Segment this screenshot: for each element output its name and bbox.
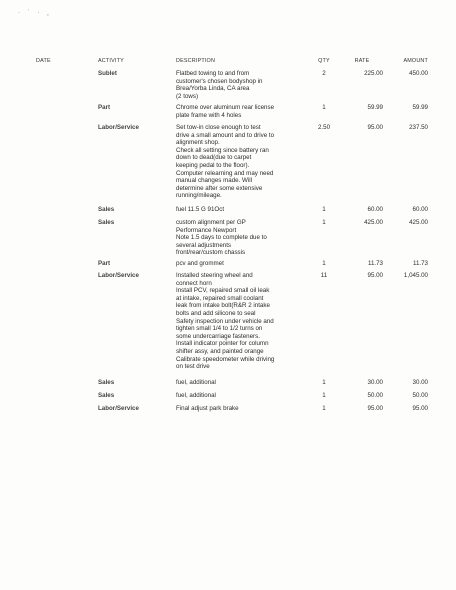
header-qty: QTY: [318, 58, 330, 64]
row-activity: Labor/Service: [98, 272, 139, 279]
row-amount: 425.00: [409, 219, 428, 226]
description-line: drive a small amount and to drive to: [176, 131, 275, 139]
row-qty: 1: [322, 219, 326, 226]
description-line: determine after some extensive: [176, 184, 263, 192]
row-rate: 425.00: [364, 219, 383, 226]
description-line: bolts and add silicone to seal: [176, 309, 256, 317]
row-activity: Part: [98, 260, 111, 267]
description-line: leak from intake bolt(R&R 2 intake: [176, 302, 270, 310]
row-description: [176, 70, 316, 100]
row-activity: Sublet: [98, 70, 117, 77]
description-line: Check all setting since battery ran: [176, 146, 269, 154]
row-qty: 1: [322, 405, 326, 412]
description-line: Brea/Yorba Linda, CA area: [176, 85, 250, 93]
description-line: Install indicator pointer for column: [176, 340, 269, 348]
header-amount: AMOUNT: [403, 58, 428, 64]
row-rate: 60.00: [367, 206, 383, 213]
description-line: Computer relearning and may need: [176, 169, 274, 177]
description-line: customer's chosen bodyshop in: [176, 77, 263, 85]
description-line: fuel, additional: [176, 392, 216, 399]
description-line: Final adjust park brake: [176, 405, 239, 412]
row-description: [176, 260, 316, 268]
row-rate: 59.99: [367, 104, 383, 111]
description-line: shifter assy, and painted orange: [176, 347, 264, 355]
row-activity: Sales: [98, 219, 115, 226]
description-line: Performance Newport: [176, 226, 237, 234]
description-line: Note 1.5 days to complete due to: [176, 234, 267, 242]
row-amount: 450.00: [409, 70, 428, 77]
description-line: pcv and grommet: [176, 260, 224, 267]
row-rate: 50.00: [367, 392, 383, 399]
header-description: DESCRIPTION: [176, 58, 216, 64]
description-line: Safety inspection under vehicle and: [176, 317, 274, 325]
row-description: [176, 272, 316, 371]
description-line: Flatbed towing to and from: [176, 70, 250, 77]
row-qty: 2.50: [317, 124, 331, 131]
row-amount: 30.00: [412, 379, 428, 386]
description-line: connect horn: [176, 279, 212, 287]
row-rate: 95.00: [367, 124, 383, 131]
description-line: Installed steering wheel and: [176, 272, 253, 279]
row-qty: 1: [322, 260, 326, 267]
row-description: [176, 124, 316, 200]
description-line: (2 tows): [176, 92, 199, 100]
description-line: Set tow-in close enough to test: [176, 124, 261, 131]
description-line: Chrome over aluminum rear license: [176, 104, 275, 111]
row-rate: 95.00: [367, 405, 383, 412]
row-amount: 60.00: [412, 206, 428, 213]
row-amount: 59.99: [412, 104, 428, 111]
row-activity: Labor/Service: [98, 124, 139, 131]
row-amount: 11.73: [412, 260, 428, 267]
row-rate: 11.73: [367, 260, 383, 267]
row-activity: Sales: [98, 379, 115, 386]
description-line: Calibrate speedometer while driving: [176, 355, 275, 363]
description-line: down to dead(due to carpet: [176, 154, 252, 162]
description-line: several adjustments: [176, 241, 232, 249]
row-description: [176, 392, 316, 400]
description-line: fuel 11.5 G 91Oct: [176, 206, 225, 213]
row-activity: Sales: [98, 392, 115, 399]
description-line: plate frame with 4 holes: [176, 111, 242, 119]
row-activity: Sales: [98, 206, 115, 213]
row-qty: 1: [322, 206, 326, 213]
header-rate: RATE: [354, 58, 370, 64]
description-line: Install PCV, repaired small oil leak: [176, 287, 270, 295]
scan-corner-marks: · ˙ · ¸: [18, 10, 52, 16]
row-amount: 50.00: [412, 392, 428, 399]
row-qty: 1: [322, 392, 326, 399]
description-line: running/mileage.: [176, 192, 222, 200]
row-description: [176, 219, 316, 257]
row-qty: 1: [322, 104, 326, 111]
row-activity: Labor/Service: [98, 405, 139, 412]
row-amount: 95.00: [412, 405, 428, 412]
header-date: DATE: [36, 58, 51, 64]
row-qty: 1: [322, 379, 326, 386]
description-line: at intake, repaired small coolant: [176, 294, 264, 302]
description-line: alignment shop.: [176, 139, 220, 147]
description-line: tighten small 1/4 to 1/2 turns on: [176, 325, 263, 333]
description-line: fuel, additional: [176, 379, 216, 386]
row-amount: 1,045.00: [403, 272, 428, 279]
description-line: on test drive: [176, 363, 210, 371]
row-qty: 11: [320, 272, 328, 279]
row-rate: 30.00: [367, 379, 383, 386]
row-rate: 225.00: [364, 70, 383, 77]
row-description: [176, 405, 316, 413]
row-qty: 2: [322, 70, 326, 77]
description-line: some undercarriage fasteners.: [176, 332, 260, 340]
description-line: custom alignment per GP: [176, 219, 246, 226]
description-line: manual changes made. Will: [176, 177, 253, 185]
row-amount: 237.50: [409, 124, 428, 131]
row-description: [176, 206, 316, 214]
row-description: [176, 104, 316, 119]
row-description: [176, 379, 316, 387]
header-activity: ACTIVITY: [98, 58, 124, 64]
row-rate: 95.00: [367, 272, 383, 279]
description-line: keeping pedal to the floor).: [176, 161, 250, 169]
description-line: front/rear/custom chassis: [176, 249, 246, 257]
row-activity: Part: [98, 104, 111, 111]
